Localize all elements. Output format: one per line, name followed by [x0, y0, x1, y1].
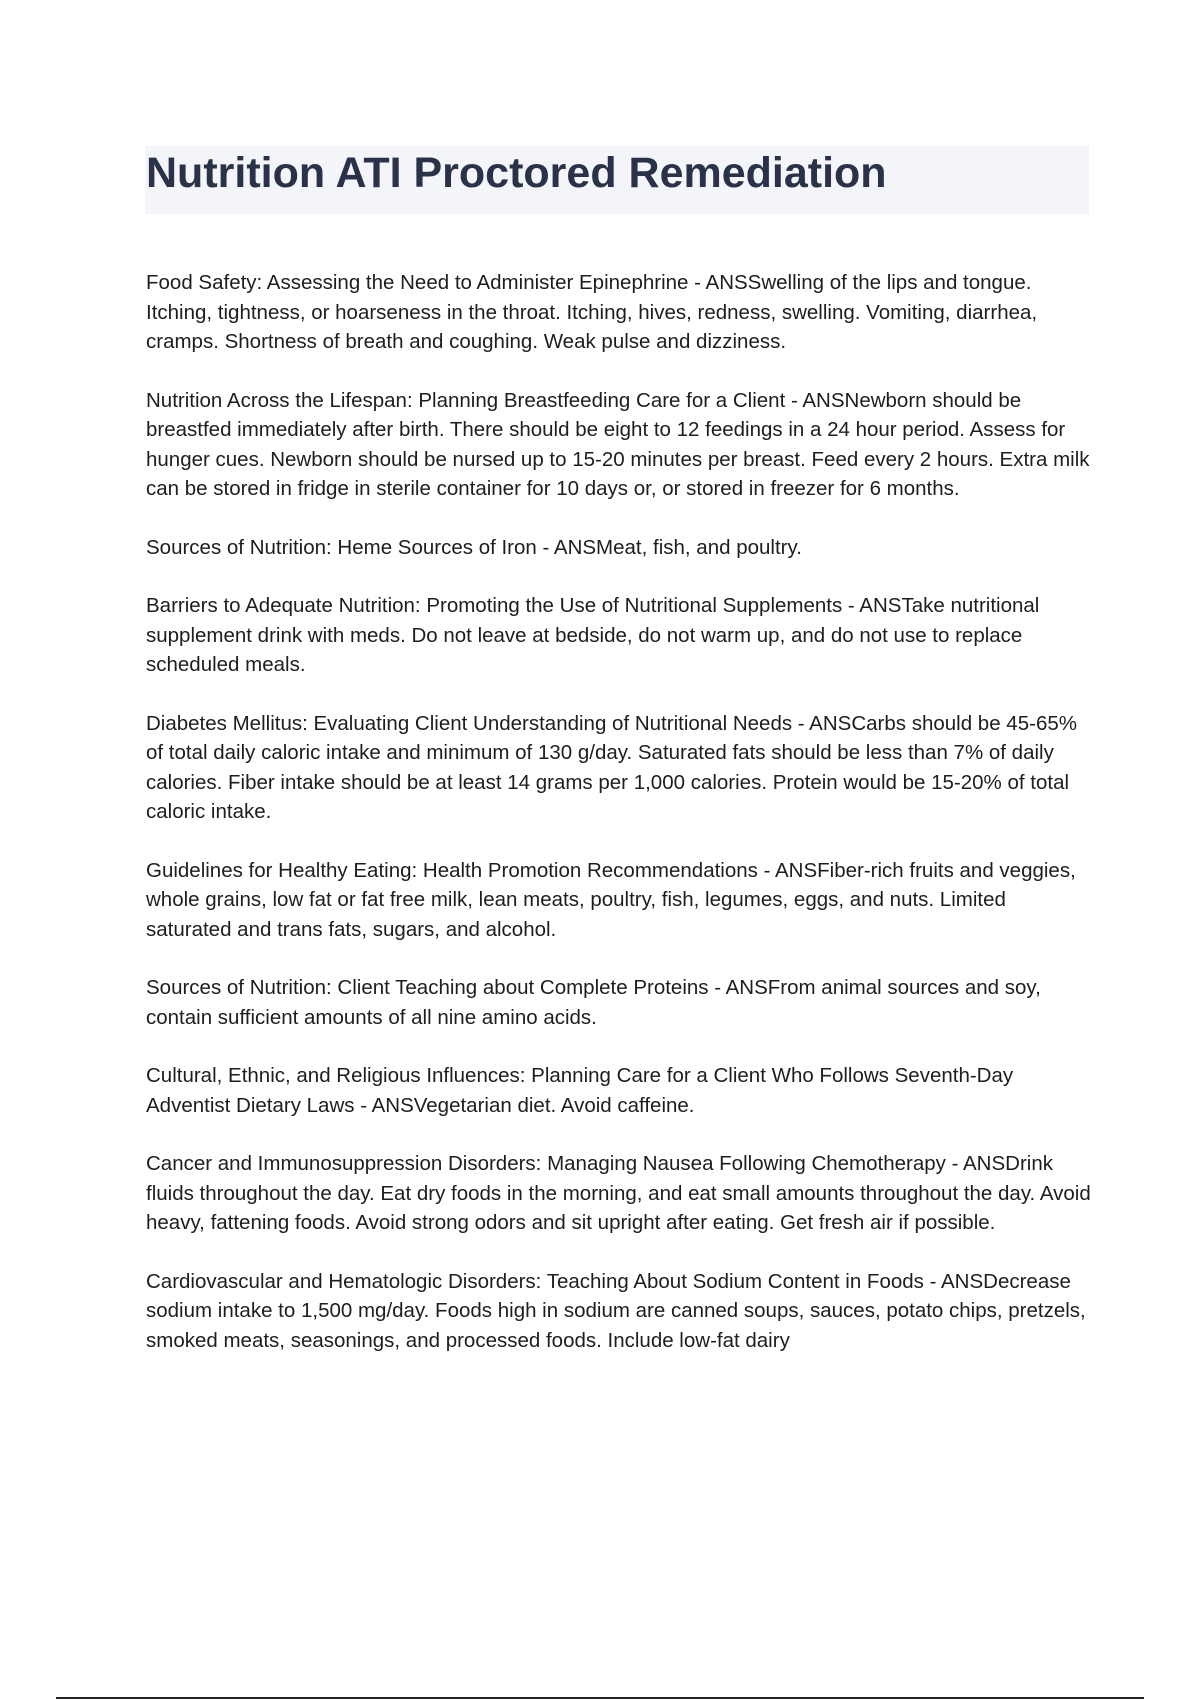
remediation-entry-healthy-eating: Guidelines for Healthy Eating: Health Promotion Recommendations - ANSFiber-rich fruits and veggies, whole grains, low fat or fat free milk, lean meats, poultry, fish, legumes, eggs, and nuts. Limited saturated and trans fats, sugars, and alcohol.	[146, 858, 1076, 941]
remediation-entry-breastfeeding: Nutrition Across the Lifespan: Planning Breastfeeding Care for a Client - ANSNewborn should be breastfed immediately after birth. There should be eight to 12 feedings in a 24 hour period. Assess for hunger cues. Newborn should be nursed up to 15-20 minutes per breast. Feed every 2 hours. Extra milk can be stored in fridge in sterile container for 10 days or, or stored in freezer for 6 months.	[146, 388, 1090, 500]
footer-divider	[56, 1697, 1144, 1699]
remediation-entry-sodium: Cardiovascular and Hematologic Disorders: Teaching About Sodium Content in Foods - ANSDecrease sodium intake to 1,500 mg/day. Foods high in sodium are canned soups, sauces, potato chips, pretzels, smoked meats, seasonings, and processed foods. Include low-fat dairy	[146, 1269, 1086, 1352]
remediation-entry-seventh-day-adventist: Cultural, Ethnic, and Religious Influences: Planning Care for a Client Who Follows Seventh-Day Adventist Dietary Laws - ANSVegetarian diet. Avoid caffeine.	[146, 1064, 1014, 1117]
remediation-entry-diabetes: Diabetes Mellitus: Evaluating Client Understanding of Nutritional Needs - ANSCarbs should be 45-65% of total daily caloric intake and minimum of 130 g/day. Saturated fats should be less than 7% of daily calories. Fiber intake should be at least 14 grams per 1,000 calories. Protein would be 15-20% of total caloric intake.	[146, 711, 1077, 823]
remediation-list	[146, 268, 1091, 1384]
remediation-entry-heme-iron: Sources of Nutrition: Heme Sources of Iron - ANSMeat, fish, and poultry.	[146, 535, 802, 559]
remediation-entry-food-safety: Food Safety: Assessing the Need to Administer Epinephrine - ANSSwelling of the lips and tongue. Itching, tightness, or hoarseness in the throat. Itching, hives, redness, swelling. Vomiting, diarrhea, cramps. Shortness of breath and coughing. Weak pulse and dizziness.	[146, 271, 1038, 353]
remediation-entry-supplements: Barriers to Adequate Nutrition: Promoting the Use of Nutritional Supplements - ANSTake nutritional supplement drink with meds. Do not leave at bedside, do not warm up, and do not use to replace scheduled meals.	[146, 594, 1040, 676]
page-title: Nutrition ATI Proctored Remediation	[146, 149, 887, 197]
remediation-entry-chemotherapy-nausea: Cancer and Immunosuppression Disorders: Managing Nausea Following Chemotherapy - ANSDrink fluids throughout the day. Eat dry foods in the morning, and eat small amounts throughout the day. Avoid heavy, fattening foods. Avoid strong odors and sit upright after eating. Get fresh air if possible.	[146, 1152, 1091, 1234]
remediation-entry-complete-proteins: Sources of Nutrition: Client Teaching about Complete Proteins - ANSFrom animal sources and soy, contain sufficient amounts of all nine amino acids.	[146, 976, 1041, 1029]
